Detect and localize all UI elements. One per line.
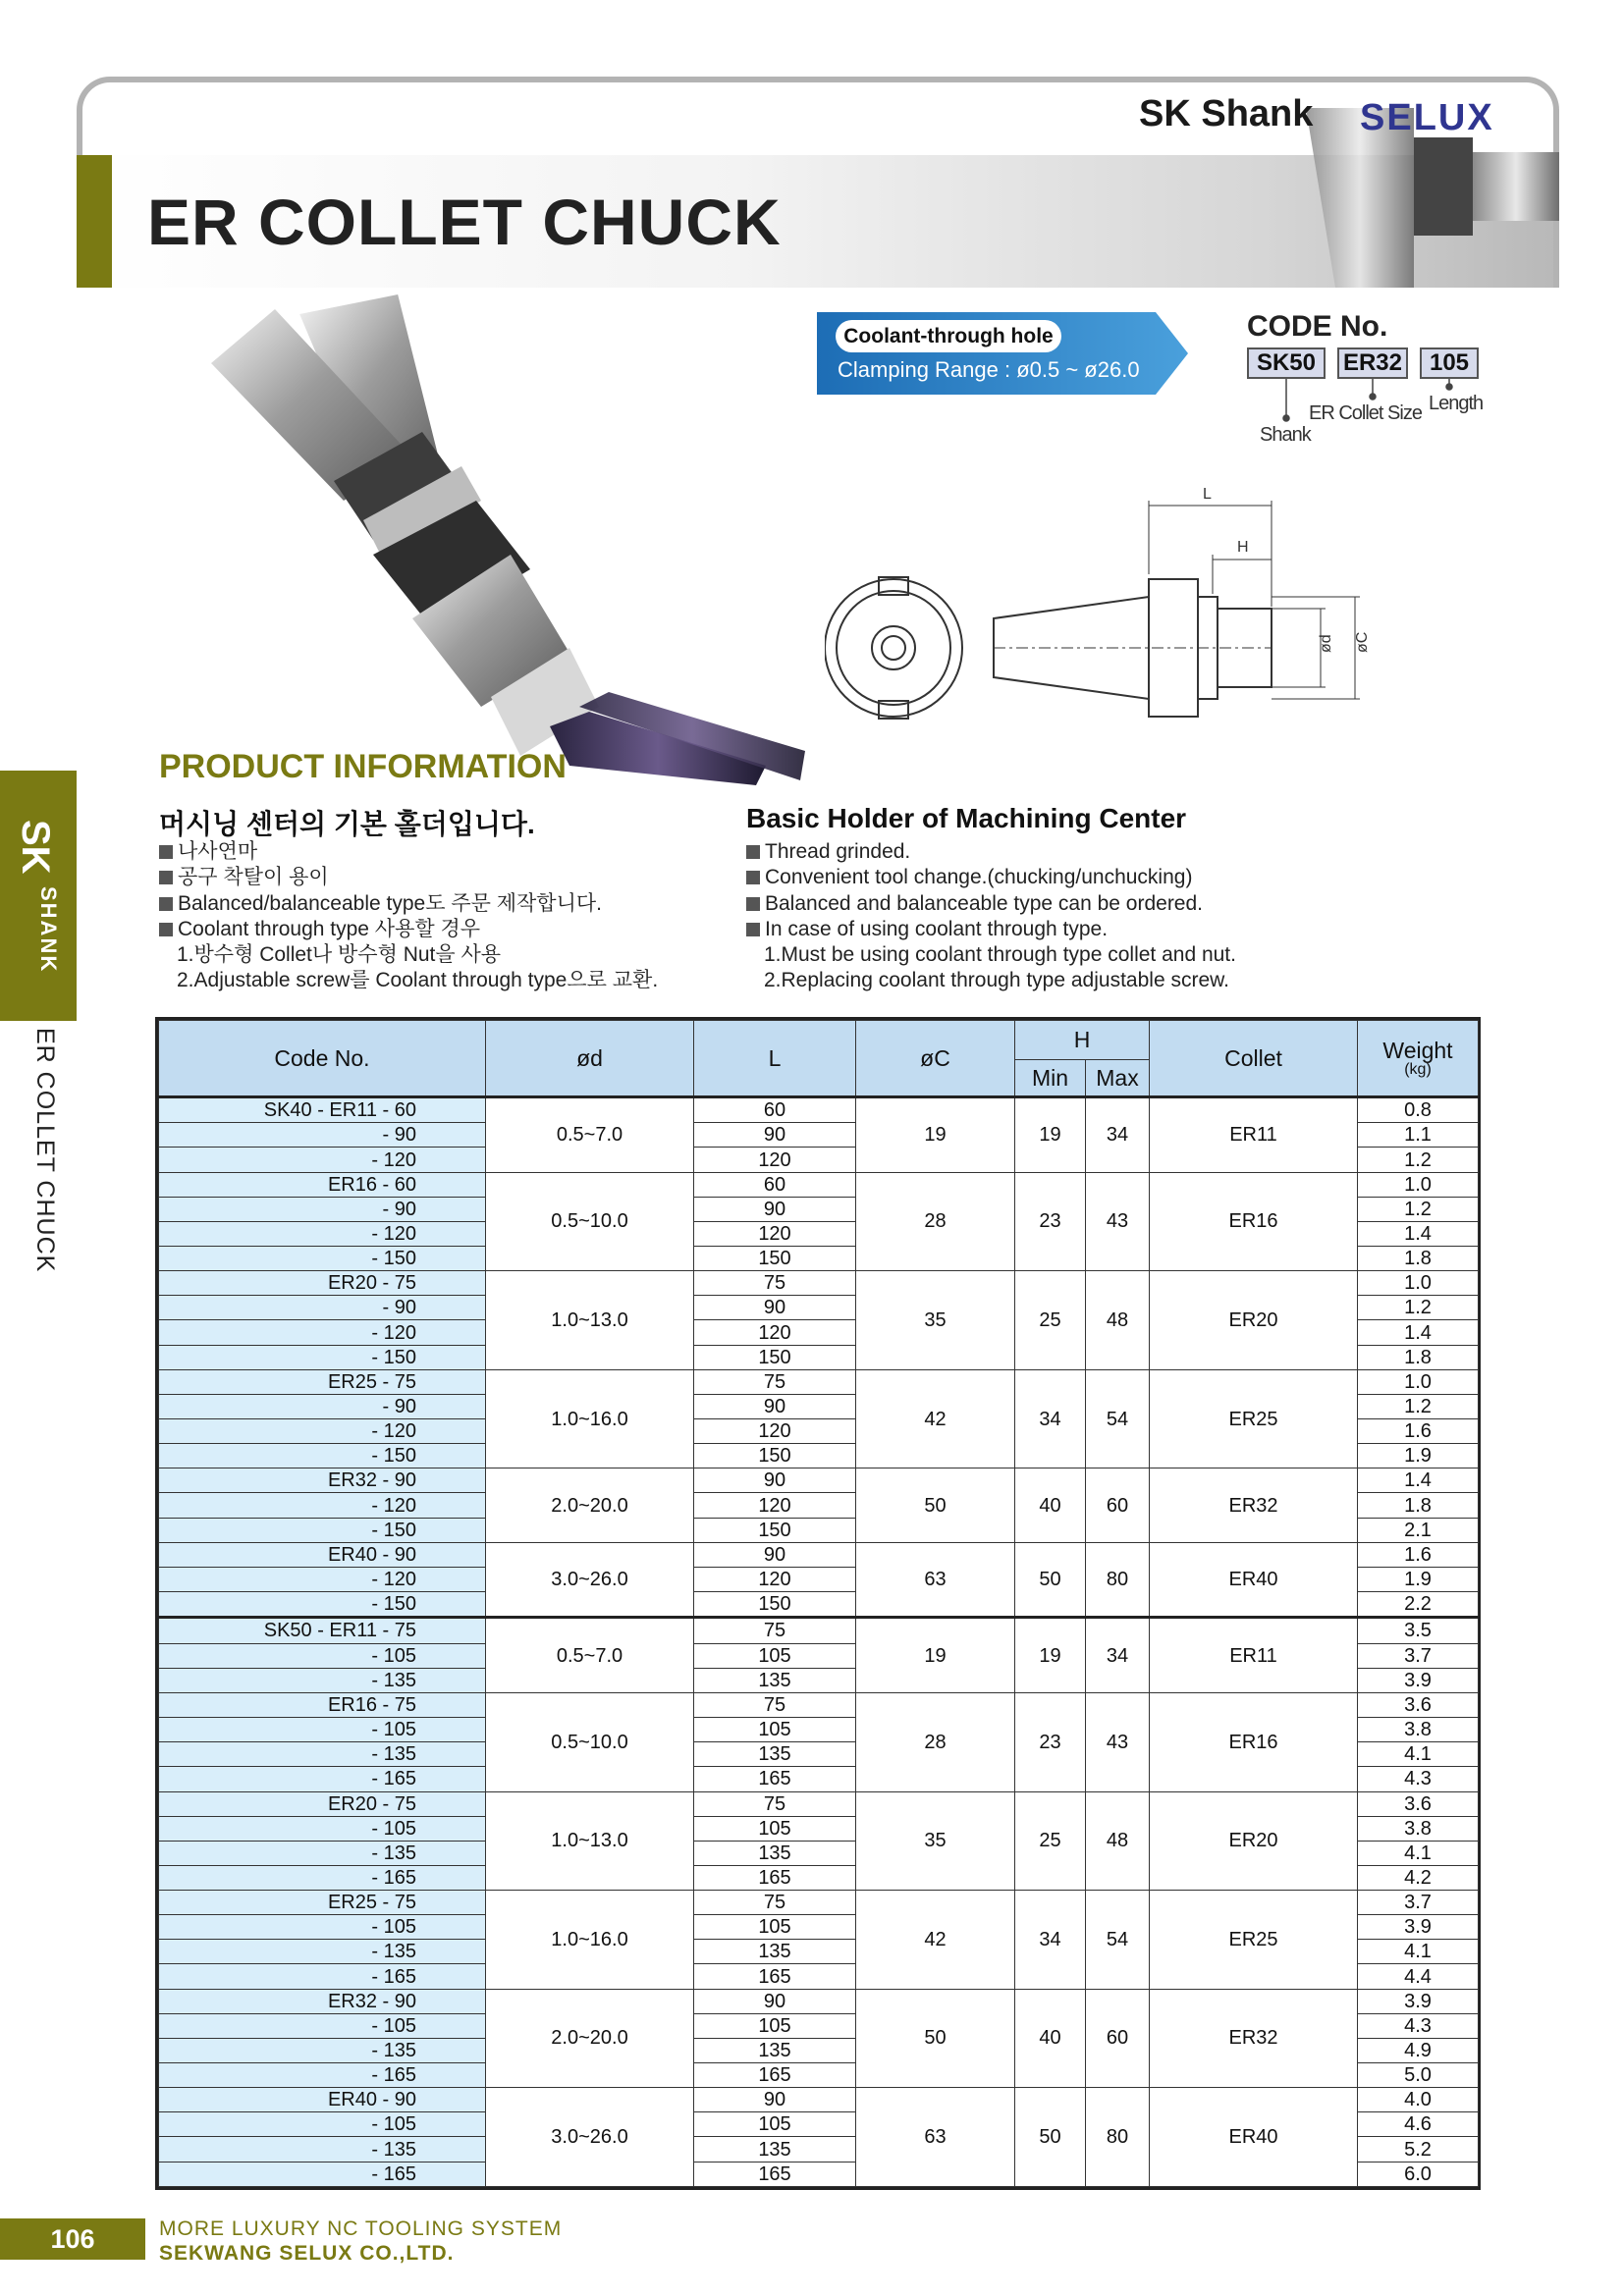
cell-h-max: 34 bbox=[1086, 1097, 1150, 1173]
cell-weight: 4.3 bbox=[1358, 2013, 1479, 2038]
brand-logo: SELUX bbox=[1360, 97, 1494, 138]
cell-d: 2.0~20.0 bbox=[486, 1468, 694, 1542]
cell-d: 3.0~26.0 bbox=[486, 1542, 694, 1618]
cell-weight: 4.9 bbox=[1358, 2038, 1479, 2062]
cell-L: 165 bbox=[694, 1865, 856, 1890]
cell-weight: 1.2 bbox=[1358, 1148, 1479, 1172]
cell-h-max: 80 bbox=[1086, 2088, 1150, 2187]
cell-L: 105 bbox=[694, 1915, 856, 1940]
cell-L: 120 bbox=[694, 1148, 856, 1172]
cell-weight: 4.1 bbox=[1358, 1940, 1479, 1964]
cell-C: 35 bbox=[856, 1791, 1015, 1891]
cell-code: - 135 bbox=[159, 2038, 486, 2062]
cell-weight: 3.6 bbox=[1358, 1692, 1479, 1717]
cell-code: - 135 bbox=[159, 1841, 486, 1865]
cell-d: 1.0~16.0 bbox=[486, 1891, 694, 1990]
cell-code: - 150 bbox=[159, 1592, 486, 1618]
cell-code: - 150 bbox=[159, 1444, 486, 1468]
cell-weight: 3.5 bbox=[1358, 1618, 1479, 1643]
cell-L: 90 bbox=[694, 1123, 856, 1148]
cell-weight: 1.8 bbox=[1358, 1247, 1479, 1271]
cell-weight: 1.2 bbox=[1358, 1197, 1479, 1221]
dim-L: L bbox=[1203, 486, 1212, 503]
cell-h-max: 60 bbox=[1086, 1989, 1150, 2088]
dim-C: øC bbox=[1354, 631, 1371, 653]
cell-L: 165 bbox=[694, 1964, 856, 1989]
cell-weight: 4.1 bbox=[1358, 1742, 1479, 1767]
table-row bbox=[159, 1989, 1479, 2013]
cell-L: 75 bbox=[694, 1891, 856, 1915]
cell-L: 75 bbox=[694, 1791, 856, 1816]
cell-h-min: 40 bbox=[1015, 1989, 1086, 2088]
cell-weight: 1.9 bbox=[1358, 1444, 1479, 1468]
code-label-shank: Shank bbox=[1260, 424, 1311, 446]
header-h-max: Max bbox=[1086, 1060, 1150, 1097]
cell-code: - 135 bbox=[159, 1742, 486, 1767]
cell-weight: 3.9 bbox=[1358, 1915, 1479, 1940]
table-row bbox=[159, 1618, 1479, 1643]
cell-collet: ER25 bbox=[1150, 1891, 1358, 1990]
cell-code: ER40 - 90 bbox=[159, 2088, 486, 2112]
cell-L: 135 bbox=[694, 2038, 856, 2062]
cell-d: 0.5~7.0 bbox=[486, 1618, 694, 1693]
cell-d: 0.5~7.0 bbox=[486, 1097, 694, 1173]
cell-code: - 120 bbox=[159, 1419, 486, 1444]
cell-h-max: 48 bbox=[1086, 1271, 1150, 1370]
cell-L: 105 bbox=[694, 1816, 856, 1841]
cell-weight: 1.9 bbox=[1358, 1567, 1479, 1591]
cell-weight: 5.2 bbox=[1358, 2137, 1479, 2162]
cell-weight: 3.9 bbox=[1358, 1989, 1479, 2013]
cell-L: 75 bbox=[694, 1692, 856, 1717]
cell-L: 105 bbox=[694, 2112, 856, 2137]
header-H: H bbox=[1015, 1021, 1150, 1060]
cell-h-max: 43 bbox=[1086, 1172, 1150, 1271]
cell-code: - 120 bbox=[159, 1221, 486, 1246]
table-row bbox=[159, 1172, 1479, 1197]
series-label: SK Shank bbox=[1139, 93, 1314, 134]
cell-h-min: 19 bbox=[1015, 1097, 1086, 1173]
header-h-min: Min bbox=[1015, 1060, 1086, 1097]
cell-weight: 1.4 bbox=[1358, 1468, 1479, 1493]
cell-code: - 150 bbox=[159, 1247, 486, 1271]
cell-weight: 1.6 bbox=[1358, 1542, 1479, 1567]
cell-weight: 4.4 bbox=[1358, 1964, 1479, 1989]
cell-weight: 3.9 bbox=[1358, 1668, 1479, 1692]
cell-collet: ER32 bbox=[1150, 1468, 1358, 1542]
cell-h-min: 50 bbox=[1015, 1542, 1086, 1618]
cell-weight: 3.7 bbox=[1358, 1891, 1479, 1915]
cell-weight: 2.2 bbox=[1358, 1592, 1479, 1618]
cell-L: 90 bbox=[694, 1989, 856, 2013]
cell-h-min: 25 bbox=[1015, 1271, 1086, 1370]
cell-weight: 4.2 bbox=[1358, 1865, 1479, 1890]
dim-H: H bbox=[1237, 539, 1249, 556]
table-row bbox=[159, 1097, 1479, 1123]
cell-code: ER32 - 90 bbox=[159, 1468, 486, 1493]
cell-C: 63 bbox=[856, 1542, 1015, 1618]
dim-d: ød bbox=[1318, 634, 1334, 653]
cell-L: 135 bbox=[694, 1841, 856, 1865]
cell-h-min: 50 bbox=[1015, 2088, 1086, 2187]
cell-code: - 150 bbox=[159, 1518, 486, 1542]
cell-d: 0.5~10.0 bbox=[486, 1692, 694, 1791]
cell-collet: ER16 bbox=[1150, 1692, 1358, 1791]
korean-sub-item: 1.방수형 Collet나 방수형 Nut을 사용 bbox=[177, 943, 502, 966]
cell-L: 105 bbox=[694, 1643, 856, 1668]
footer-slogan: MORE LUXURY NC TOOLING SYSTEM bbox=[159, 2217, 563, 2240]
cell-L: 90 bbox=[694, 1197, 856, 1221]
cell-code: ER16 - 75 bbox=[159, 1692, 486, 1717]
cell-L: 75 bbox=[694, 1271, 856, 1296]
cell-code: ER16 - 60 bbox=[159, 1172, 486, 1197]
table-row bbox=[159, 1369, 1479, 1394]
cell-weight: 1.1 bbox=[1358, 1123, 1479, 1148]
english-bullet: Balanced and balanceable type can be ordered. bbox=[746, 891, 1203, 917]
cell-weight: 3.7 bbox=[1358, 1643, 1479, 1668]
cell-code: - 105 bbox=[159, 1915, 486, 1940]
cell-collet: ER40 bbox=[1150, 2088, 1358, 2187]
cell-d: 0.5~10.0 bbox=[486, 1172, 694, 1271]
table-row bbox=[159, 1791, 1479, 1816]
cell-h-max: 34 bbox=[1086, 1618, 1150, 1693]
cell-code: - 165 bbox=[159, 1865, 486, 1890]
cell-collet: ER11 bbox=[1150, 1618, 1358, 1693]
cell-L: 120 bbox=[694, 1419, 856, 1444]
spec-table-body bbox=[159, 1097, 1479, 2187]
cell-code: ER20 - 75 bbox=[159, 1271, 486, 1296]
page-number: 106 bbox=[0, 2218, 145, 2260]
cell-code: - 165 bbox=[159, 1964, 486, 1989]
cell-code: ER20 - 75 bbox=[159, 1791, 486, 1816]
cell-code: - 165 bbox=[159, 1767, 486, 1791]
cell-weight: 3.6 bbox=[1358, 1791, 1479, 1816]
cell-h-min: 40 bbox=[1015, 1468, 1086, 1542]
cell-C: 19 bbox=[856, 1097, 1015, 1173]
table-row bbox=[159, 1468, 1479, 1493]
code-part-length: 105 bbox=[1420, 347, 1479, 379]
header-weight-label: Weight bbox=[1382, 1037, 1453, 1063]
cell-weight: 3.8 bbox=[1358, 1816, 1479, 1841]
cell-code: SK40 - ER11 - 60 bbox=[159, 1097, 486, 1123]
cell-L: 135 bbox=[694, 1668, 856, 1692]
cell-code: - 105 bbox=[159, 1718, 486, 1742]
cell-code: - 135 bbox=[159, 2137, 486, 2162]
cell-code: - 120 bbox=[159, 1148, 486, 1172]
cell-C: 42 bbox=[856, 1891, 1015, 1990]
footer-company: SEKWANG SELUX CO.,LTD. bbox=[159, 2242, 455, 2265]
cell-C: 63 bbox=[856, 2088, 1015, 2187]
cell-weight: 1.8 bbox=[1358, 1345, 1479, 1369]
table-row bbox=[159, 1891, 1479, 1915]
cell-code: - 105 bbox=[159, 2112, 486, 2137]
cell-L: 120 bbox=[694, 1567, 856, 1591]
cell-weight: 0.8 bbox=[1358, 1097, 1479, 1123]
table-row bbox=[159, 2088, 1479, 2112]
cell-L: 135 bbox=[694, 1940, 856, 1964]
cell-code: - 165 bbox=[159, 2063, 486, 2088]
cell-weight: 1.2 bbox=[1358, 1394, 1479, 1418]
english-bullet: Convenient tool change.(chucking/unchucking) bbox=[746, 865, 1192, 890]
cell-code: - 120 bbox=[159, 1567, 486, 1591]
cell-code: ER25 - 75 bbox=[159, 1369, 486, 1394]
cell-code: ER40 - 90 bbox=[159, 1542, 486, 1567]
side-tab-code: SK bbox=[14, 820, 57, 875]
cell-L: 150 bbox=[694, 1444, 856, 1468]
cell-L: 120 bbox=[694, 1320, 856, 1345]
cell-weight: 4.1 bbox=[1358, 1841, 1479, 1865]
cell-L: 165 bbox=[694, 1767, 856, 1791]
cell-L: 105 bbox=[694, 2013, 856, 2038]
cell-L: 120 bbox=[694, 1221, 856, 1246]
english-sub-item: 2.Replacing coolant through type adjustable screw. bbox=[764, 969, 1229, 991]
cell-d: 2.0~20.0 bbox=[486, 1989, 694, 2088]
korean-sub-item: 2.Adjustable screw를 Coolant through type으로 교환. bbox=[177, 969, 659, 991]
korean-bullet: 공구 착탈이 용이 bbox=[159, 865, 329, 890]
cell-L: 90 bbox=[694, 1394, 856, 1418]
code-part-shank: SK50 bbox=[1247, 347, 1326, 379]
cell-L: 90 bbox=[694, 1542, 856, 1567]
table-row bbox=[159, 1542, 1479, 1567]
cell-L: 165 bbox=[694, 2063, 856, 2088]
code-no-title: CODE No. bbox=[1247, 310, 1388, 343]
side-section-label: ER COLLET CHUCK bbox=[31, 1028, 59, 1273]
cell-L: 165 bbox=[694, 2162, 856, 2186]
cell-h-min: 25 bbox=[1015, 1791, 1086, 1891]
header-L: L bbox=[694, 1021, 856, 1097]
cell-L: 90 bbox=[694, 1296, 856, 1320]
korean-bullet: 나사연마 bbox=[159, 839, 257, 865]
cell-L: 120 bbox=[694, 1493, 856, 1518]
cell-code: - 120 bbox=[159, 1320, 486, 1345]
product-photo bbox=[118, 294, 825, 785]
korean-heading: 머시닝 센터의 기본 홀더입니다. bbox=[159, 809, 535, 839]
korean-bullet: Balanced/balanceable type도 주문 제작합니다. bbox=[159, 891, 602, 917]
cell-L: 135 bbox=[694, 1742, 856, 1767]
cell-code: - 120 bbox=[159, 1493, 486, 1518]
cell-C: 35 bbox=[856, 1271, 1015, 1370]
code-part-collet: ER32 bbox=[1337, 347, 1408, 379]
cell-C: 28 bbox=[856, 1692, 1015, 1791]
cell-weight: 1.0 bbox=[1358, 1369, 1479, 1394]
cell-collet: ER32 bbox=[1150, 1989, 1358, 2088]
cell-weight: 1.8 bbox=[1358, 1493, 1479, 1518]
cell-d: 1.0~16.0 bbox=[486, 1369, 694, 1468]
cell-h-min: 19 bbox=[1015, 1618, 1086, 1693]
product-info-title: PRODUCT INFORMATION bbox=[159, 748, 567, 785]
side-tab-label: SHANK bbox=[36, 886, 61, 974]
cell-L: 150 bbox=[694, 1345, 856, 1369]
cell-L: 60 bbox=[694, 1097, 856, 1123]
table-row bbox=[159, 1271, 1479, 1296]
cell-d: 1.0~13.0 bbox=[486, 1791, 694, 1891]
technical-drawing bbox=[825, 471, 1492, 736]
cell-weight: 4.3 bbox=[1358, 1767, 1479, 1791]
cell-C: 28 bbox=[856, 1172, 1015, 1271]
cell-d: 3.0~26.0 bbox=[486, 2088, 694, 2187]
cell-h-min: 34 bbox=[1015, 1891, 1086, 1990]
cell-L: 105 bbox=[694, 1718, 856, 1742]
cell-weight: 1.6 bbox=[1358, 1419, 1479, 1444]
cell-weight: 1.4 bbox=[1358, 1221, 1479, 1246]
cell-code: - 150 bbox=[159, 1345, 486, 1369]
cell-h-min: 34 bbox=[1015, 1369, 1086, 1468]
cell-weight: 2.1 bbox=[1358, 1518, 1479, 1542]
cell-weight: 1.4 bbox=[1358, 1320, 1479, 1345]
cell-code: - 105 bbox=[159, 1643, 486, 1668]
cell-weight: 4.6 bbox=[1358, 2112, 1479, 2137]
cell-h-max: 60 bbox=[1086, 1468, 1150, 1542]
cell-collet: ER11 bbox=[1150, 1097, 1358, 1173]
header-C: øC bbox=[856, 1021, 1015, 1097]
cell-code: ER25 - 75 bbox=[159, 1891, 486, 1915]
cell-code: ER32 - 90 bbox=[159, 1989, 486, 2013]
cell-L: 90 bbox=[694, 2088, 856, 2112]
cell-L: 75 bbox=[694, 1369, 856, 1394]
spec-table bbox=[155, 1017, 1481, 2190]
cell-collet: ER20 bbox=[1150, 1791, 1358, 1891]
cell-L: 150 bbox=[694, 1518, 856, 1542]
header-d: ød bbox=[486, 1021, 694, 1097]
cell-L: 135 bbox=[694, 2137, 856, 2162]
cell-weight: 3.8 bbox=[1358, 1718, 1479, 1742]
cell-code: - 135 bbox=[159, 1668, 486, 1692]
cell-h-min: 23 bbox=[1015, 1692, 1086, 1791]
header-accent-bar bbox=[77, 155, 112, 288]
cell-C: 42 bbox=[856, 1369, 1015, 1468]
cell-code: - 90 bbox=[159, 1123, 486, 1148]
cell-weight: 4.0 bbox=[1358, 2088, 1479, 2112]
cell-collet: ER40 bbox=[1150, 1542, 1358, 1618]
code-label-length: Length bbox=[1429, 393, 1484, 414]
cell-weight: 5.0 bbox=[1358, 2063, 1479, 2088]
cell-C: 50 bbox=[856, 1468, 1015, 1542]
cell-code: - 135 bbox=[159, 1940, 486, 1964]
cell-code: - 105 bbox=[159, 2013, 486, 2038]
cell-collet: ER25 bbox=[1150, 1369, 1358, 1468]
cell-C: 19 bbox=[856, 1618, 1015, 1693]
cell-h-max: 43 bbox=[1086, 1692, 1150, 1791]
cell-weight: 6.0 bbox=[1358, 2162, 1479, 2186]
cell-L: 90 bbox=[694, 1468, 856, 1493]
clamping-range: Clamping Range : ø0.5 ~ ø26.0 bbox=[838, 357, 1140, 382]
coolant-pill: Coolant-through hole bbox=[836, 320, 1061, 352]
header-code-no: Code No. bbox=[159, 1021, 486, 1097]
cell-code: - 105 bbox=[159, 1816, 486, 1841]
page-title: ER COLLET CHUCK bbox=[147, 186, 782, 258]
cell-L: 150 bbox=[694, 1592, 856, 1618]
english-sub-item: 1.Must be using coolant through type collet and nut. bbox=[764, 943, 1236, 966]
cell-L: 75 bbox=[694, 1618, 856, 1643]
korean-bullet: Coolant through type 사용할 경우 bbox=[159, 917, 480, 942]
cell-h-max: 80 bbox=[1086, 1542, 1150, 1618]
cell-collet: ER20 bbox=[1150, 1271, 1358, 1370]
cell-weight: 1.0 bbox=[1358, 1172, 1479, 1197]
cell-h-max: 48 bbox=[1086, 1791, 1150, 1891]
header-collet: Collet bbox=[1150, 1021, 1358, 1097]
cell-h-max: 54 bbox=[1086, 1891, 1150, 1990]
cell-collet: ER16 bbox=[1150, 1172, 1358, 1271]
cell-L: 60 bbox=[694, 1172, 856, 1197]
cell-C: 50 bbox=[856, 1989, 1015, 2088]
cell-code: - 165 bbox=[159, 2162, 486, 2186]
cell-code: SK50 - ER11 - 75 bbox=[159, 1618, 486, 1643]
header-weight-unit: (kg) bbox=[1404, 1060, 1432, 1078]
english-bullet: In case of using coolant through type. bbox=[746, 917, 1108, 942]
table-row bbox=[159, 1692, 1479, 1717]
cell-d: 1.0~13.0 bbox=[486, 1271, 694, 1370]
cell-h-max: 54 bbox=[1086, 1369, 1150, 1468]
english-bullet: Thread grinded. bbox=[746, 839, 910, 865]
cell-weight: 1.2 bbox=[1358, 1296, 1479, 1320]
cell-h-min: 23 bbox=[1015, 1172, 1086, 1271]
code-label-collet: ER Collet Size bbox=[1309, 402, 1422, 424]
english-heading: Basic Holder of Machining Center bbox=[746, 803, 1187, 833]
cell-code: - 90 bbox=[159, 1296, 486, 1320]
header-weight bbox=[1358, 1021, 1479, 1097]
cell-code: - 90 bbox=[159, 1394, 486, 1418]
cell-L: 150 bbox=[694, 1247, 856, 1271]
cell-code: - 90 bbox=[159, 1197, 486, 1221]
cell-weight: 1.0 bbox=[1358, 1271, 1479, 1296]
